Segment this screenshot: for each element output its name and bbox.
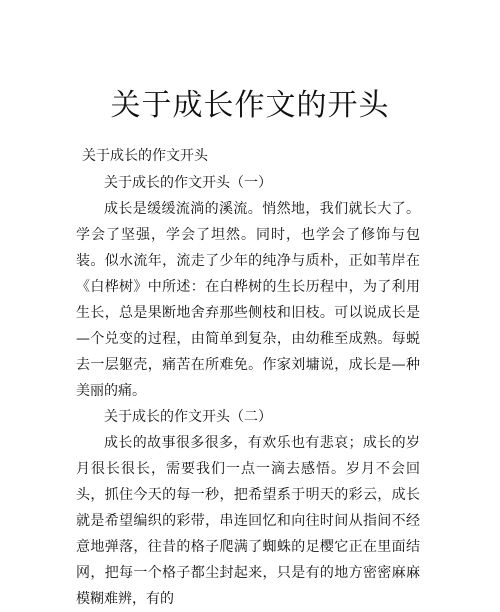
section-paragraph: 成长的故事很多很多，有欢乐也有悲哀；成长的岁月很长很长，需要我们一点一滴去感悟。岁月不会回头，抓住今天的每一秒，把希望系于明天的彩云，成长就是希望编织的彩带，串连回忆和向往时间从指间不经意地弹落，往昔的格子爬满了蜘蛛的足樱它正在里面结网，把每一个格子都尘封起来，只是有的地方密密麻麻模糊难辨，有的 — [76, 435, 420, 607]
document-title: 关于成长作文的开头 — [110, 88, 390, 123]
document-body — [76, 170, 420, 612]
section-heading: 关于成长的作文开头（一） — [104, 175, 272, 191]
section-heading: 关于成长的作文开头（二） — [104, 409, 272, 425]
section-paragraph: 成长是缓缓流淌的溪流。悄然地，我们就长大了。学会了坚强，学会了坦然。同时，也学会了修饰与包装。似水流年，流走了少年的纯净与质朴，正如苇岸在《白桦树》中所述：在白桦树的生长历程中，为了利用生长，总是果断地舍弃那些侧枝和旧枝。可以说成长是—个兑变的过程，由简单到复杂，由幼稚至成熟。每蜕去一层躯壳，痛苦在所难免。作家刘墉说，成长是—种美丽的痛。 — [76, 201, 420, 399]
document-subtitle: 关于成长的作文开头 — [82, 148, 208, 164]
